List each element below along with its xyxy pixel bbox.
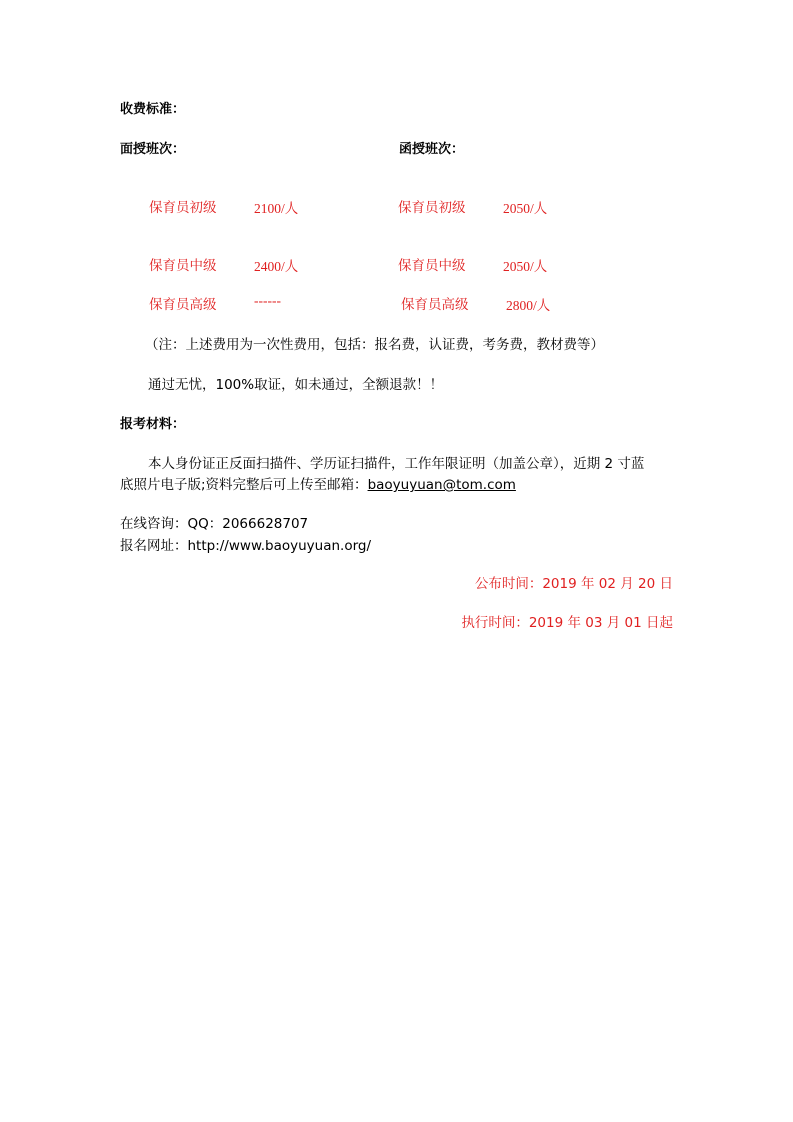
fee-note: （注：上述费用为一次性费用，包括：报名费，认证费，考务费，教材费等） [145,337,604,353]
materials-heading: 报考材料： [120,417,186,432]
f2f-level-2: 保育员中级 [149,258,217,274]
published-date: 公布时间：2019 年 02 月 20 日 [474,576,673,592]
f2f-level-3: 保育员高级 [149,297,217,313]
materials-line-2 [120,473,516,493]
corr-level-1: 保育员初级 [398,200,466,216]
registration-website: 报名网址：http://www.baoyuyuan.org/ [120,538,372,554]
f2f-price-3: ------ [254,293,281,308]
corr-level-3: 保育员高级 [401,297,469,313]
corr-price-2: 2050/人 [503,259,548,274]
f2f-price-1: 2100/人 [254,201,299,216]
fees-heading: 收费标准： [120,102,186,117]
online-consult: 在线咨询：QQ：2066628707 [120,516,309,532]
email-link[interactable]: baoyuyuan@tom.com [367,477,516,493]
corr-price-1: 2050/人 [503,201,548,216]
corr-level-2: 保育员中级 [398,258,466,274]
f2f-price-2: 2400/人 [254,259,299,274]
guarantee-text: 通过无忧，100%取证，如未通过，全额退款！！ [148,377,444,393]
effective-date: 执行时间：2019 年 03 月 01 日起 [461,615,673,631]
face-to-face-heading: 面授班次： [120,142,186,157]
materials-line-2-prefix: 底照片电子版;资料完整后可上传至邮箱： [120,477,368,493]
correspondence-heading: 函授班次： [399,142,465,157]
corr-price-3: 2800/人 [506,298,551,313]
f2f-level-1: 保育员初级 [149,200,217,216]
materials-line-1: 本人身份证正反面扫描件、学历证扫描件，工作年限证明（加盖公章），近期 2 寸蓝 [148,456,645,472]
